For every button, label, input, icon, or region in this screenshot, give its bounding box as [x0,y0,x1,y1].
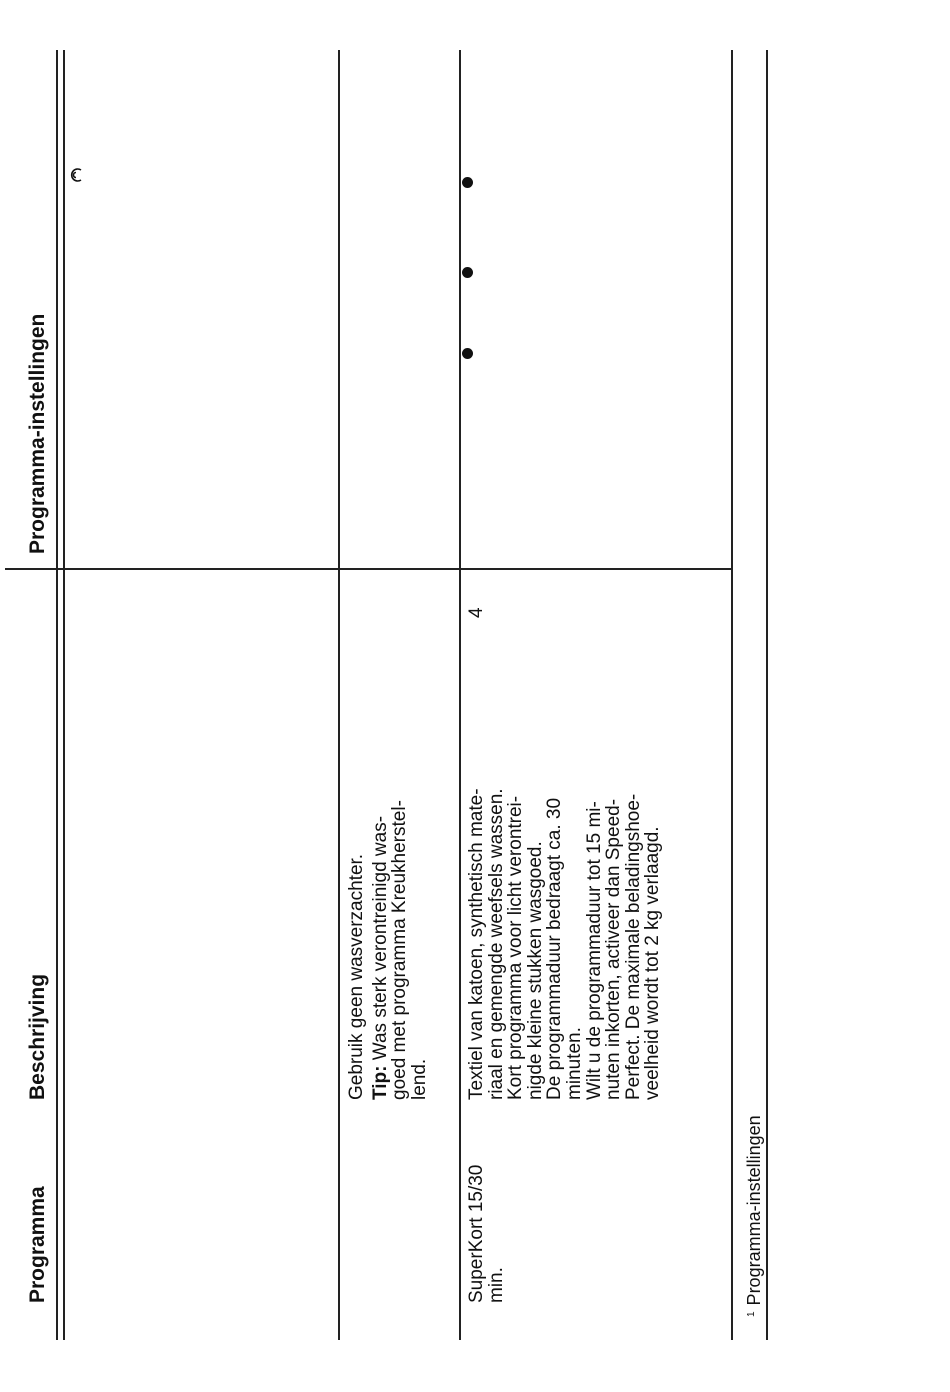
row1-tip-line-2: goed met programma Kreukherstel- [389,800,411,1100]
header-rule-right [63,50,65,565]
row2-setting-dot-1 [462,348,473,359]
header-programma: Programma [26,1186,49,1303]
row2-load-value: 4 [466,607,487,618]
row2-program [467,1165,506,1303]
row2-description-line: Perfect. De maximale beladingshoe- [622,793,644,1100]
table-bottom-rule [731,50,733,1340]
footnote-marker: 1 [746,1311,757,1317]
footnote-rule [766,50,768,1340]
row-separator-1 [338,50,340,1340]
row1-tip-text: Was sterk verontreinigd was- [369,815,391,1066]
footnote-text: Programma-instellingen [744,1115,764,1306]
row1-tip-line-1 [371,800,391,1100]
header-rule-left [63,565,65,1340]
header-beschrijving: Beschrijving [26,973,49,1100]
footnote [742,1115,764,1317]
row1-tip-line-3: lend. [408,1058,430,1100]
row2-description-line: Kort programma voor licht verontrei- [505,795,527,1100]
row2-description-line: Wilt u de programmaduur tot 15 mi- [583,801,605,1100]
row2-description-line: veelheid wordt tot 2 kg verlaagd. [642,826,664,1100]
column-divider [5,569,732,571]
row1-description-line-1: Gebruik geen wasverzachter. [346,853,367,1100]
row2-description-line: nigde kleine stukken wasgoed. [524,841,546,1100]
row-separator-2 [459,50,461,1340]
row2-description-line: minuten. [563,1027,585,1100]
row2-description [467,788,663,1100]
row2-description-line: nuten inkorten, activeer dan Speed- [603,798,625,1100]
speedperfect-icon [65,164,87,186]
row1-tip-label: Tip: [369,1065,391,1100]
row2-description-line: riaal en gemengde weefsels wassen. [485,788,507,1100]
row2-description-line: De programmaduur bedraagt ca. 30 [544,797,566,1100]
row2-program-line-2: min. [485,1267,507,1303]
row2-setting-dot-2 [462,267,473,278]
header-programma-instellingen: Programma-instellingen [26,313,49,554]
row1-description [347,800,429,1100]
row2-setting-dot-3 [462,177,473,188]
row2-description-line: Textiel van katoen, synthetisch mate- [466,788,487,1100]
row2-program-line-1: SuperKort 15/30 [466,1164,487,1303]
table-top-rule [56,50,58,1340]
